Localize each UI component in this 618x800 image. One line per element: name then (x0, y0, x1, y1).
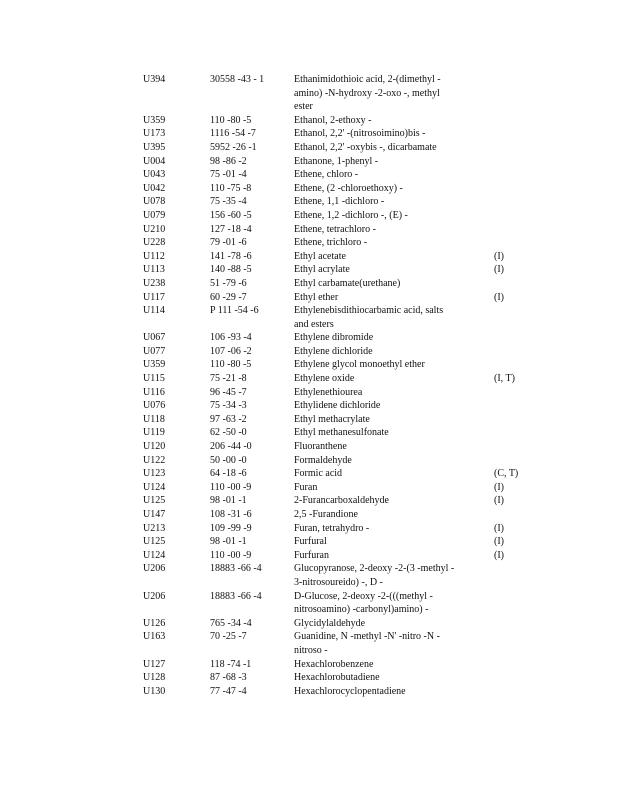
waste-code: U173 (143, 128, 166, 140)
waste-code: U147 (143, 509, 166, 520)
waste-code: U124 (143, 481, 166, 493)
substance-name: Ethyl carbamate(urethane) (294, 277, 401, 289)
waste-code: U123 (143, 468, 166, 480)
substance-name: Ethanol, 2-ethoxy - (294, 114, 372, 126)
table-row (143, 209, 543, 223)
cas-number: 98 -01 -1 (210, 495, 247, 507)
table-row (143, 345, 543, 359)
substance-name: 2,5 -Furandione (294, 509, 358, 520)
cas-number: 140 -88 -5 (210, 264, 252, 276)
table-row (143, 182, 543, 196)
table-row (143, 590, 543, 617)
waste-code: U079 (143, 209, 166, 221)
cas-number: 765 -34 -4 (210, 617, 252, 629)
substance-name: Ethene, tetrachloro - (294, 223, 376, 235)
waste-code: U120 (143, 441, 166, 453)
table-row (143, 440, 543, 454)
waste-code: U114 (143, 305, 165, 317)
waste-code: U206 (143, 563, 166, 575)
table-row (143, 617, 543, 631)
waste-code: U359 (143, 359, 166, 371)
substance-name: Formic acid (294, 468, 343, 480)
hazard-code: (I) (494, 536, 504, 548)
substance-name: Ethyl methacrylate (294, 413, 370, 425)
table-row (143, 630, 543, 657)
waste-code: U163 (143, 631, 166, 643)
waste-code: U210 (143, 223, 166, 235)
substance-name: Glucopyranose, 2-deoxy -2-(3 -methyl - 3-nitrosoureido) -, D - (294, 563, 455, 588)
substance-name: Furfuran (294, 549, 329, 561)
substance-name: Furfural (294, 536, 327, 548)
substance-name: Ethanone, 1-phenyl - (294, 155, 379, 167)
waste-code: U395 (143, 141, 166, 153)
substance-name: Ethene, 1,2 -dichloro -, (E) - (294, 209, 408, 221)
cas-number: 110 -75 -8 (210, 182, 252, 194)
waste-code: U118 (143, 413, 165, 425)
table-row (143, 562, 543, 589)
cas-number: 110 -00 -9 (210, 549, 252, 561)
substance-name: Furan, tetrahydro - (294, 522, 370, 534)
table-row (143, 155, 543, 169)
cas-number: 110 -80 -5 (210, 114, 252, 126)
waste-code: U076 (143, 400, 166, 412)
cas-number: 107 -06 -2 (210, 345, 252, 357)
waste-code: U112 (143, 250, 165, 262)
cas-number: 109 -99 -9 (210, 522, 252, 534)
waste-code: U128 (143, 672, 166, 684)
cas-number: 97 -63 -2 (210, 413, 247, 425)
substance-name: Ethyl ether (294, 291, 339, 303)
table-row (143, 671, 543, 685)
cas-number: 60 -29 -7 (210, 291, 247, 303)
waste-code: U206 (143, 590, 166, 602)
waste-code: U228 (143, 237, 166, 249)
waste-code-table (143, 73, 543, 698)
table-row (143, 277, 543, 291)
waste-code: U125 (143, 536, 166, 548)
cas-number: 1116 -54 -7 (210, 128, 256, 140)
substance-name: Ethylenebisdithiocarbamic acid, salts and esters (294, 305, 444, 330)
cas-number: 64 -18 -6 (210, 468, 247, 480)
substance-name: Ethylenethiourea (294, 386, 363, 398)
cas-number: 98 -01 -1 (210, 536, 247, 548)
hazard-code: (I) (494, 250, 504, 262)
table-row (143, 331, 543, 345)
substance-name: 2-Furancarboxaldehyde (294, 495, 389, 507)
cas-number: 62 -50 -0 (210, 427, 247, 439)
cas-number: 106 -93 -4 (210, 332, 252, 344)
table-row (143, 127, 543, 141)
hazard-code: (I) (494, 549, 504, 561)
substance-name: Ethyl methanesulfonate (294, 427, 389, 439)
waste-code: U004 (143, 155, 166, 167)
table-row (143, 508, 543, 522)
substance-name: Ethene, chloro - (294, 169, 359, 181)
cas-number: 51 -79 -6 (210, 277, 247, 289)
cas-number: 79 -01 -6 (210, 237, 247, 249)
hazard-code: (I) (494, 522, 504, 534)
waste-code: U115 (143, 373, 165, 385)
table-row (143, 291, 543, 305)
table-row (143, 522, 543, 536)
table-row (143, 386, 543, 400)
table-row (143, 358, 543, 372)
cas-number: 96 -45 -7 (210, 386, 247, 398)
substance-name: Ethene, 1,1 -dichloro - (294, 196, 385, 208)
table-row (143, 236, 543, 250)
cas-number: 127 -18 -4 (210, 223, 252, 235)
cas-number: 87 -68 -3 (210, 672, 247, 684)
substance-name: Hexachlorocyclopentadiene (294, 685, 406, 697)
table-row (143, 549, 543, 563)
cas-number: 18883 -66 -4 (210, 563, 262, 575)
substance-name: Ethene, (2 -chloroethoxy) - (294, 182, 403, 194)
table-row (143, 413, 543, 427)
waste-code: U130 (143, 685, 166, 697)
cas-number: 75 -21 -8 (210, 373, 247, 385)
table-row (143, 195, 543, 209)
waste-code: U078 (143, 196, 166, 208)
substance-name: Ethanimidothioic acid, 2-(dimethyl - amino) -N-hydroxy -2-oxo -, methyl ester (294, 74, 441, 113)
hazard-code: (I) (494, 495, 504, 507)
table-row (143, 467, 543, 481)
waste-code: U122 (143, 454, 166, 466)
cas-number: 110 -00 -9 (210, 481, 252, 493)
cas-number: 77 -47 -4 (210, 685, 247, 697)
substance-name: Ethylene dibromide (294, 332, 374, 344)
table-row (143, 304, 543, 331)
waste-code: U394 (143, 74, 166, 85)
cas-number: 75 -35 -4 (210, 196, 247, 208)
cas-number: 156 -60 -5 (210, 209, 252, 221)
table-row (143, 426, 543, 440)
table-row (143, 535, 543, 549)
table-row (143, 73, 543, 114)
hazard-code: (I, T) (494, 373, 515, 385)
substance-name: Glycidylaldehyde (294, 617, 366, 629)
substance-name: Ethylene glycol monoethyl ether (294, 359, 425, 371)
waste-code: U124 (143, 549, 166, 561)
substance-name: Hexachlorobenzene (294, 658, 374, 670)
cas-number: 118 -74 -1 (210, 658, 252, 670)
hazard-code: (I) (494, 291, 504, 303)
substance-name: Fluoranthene (294, 441, 347, 453)
cas-number: 30558 -43 - 1 (210, 74, 265, 85)
substance-name: Ethanol, 2,2' -oxybis -, dicarbamate (294, 141, 437, 153)
table-row (143, 223, 543, 237)
table-row (143, 263, 543, 277)
waste-code: U125 (143, 495, 166, 507)
table-row (143, 141, 543, 155)
substance-name: Ethene, trichloro - (294, 237, 368, 249)
substance-name: Ethanol, 2,2' -(nitrosoimino)bis - (294, 128, 426, 140)
cas-number: 70 -25 -7 (210, 631, 247, 643)
waste-code: U042 (143, 182, 166, 194)
substance-name: Ethylidene dichloride (294, 400, 381, 412)
waste-code: U238 (143, 277, 166, 289)
substance-name: Ethyl acetate (294, 250, 346, 262)
cas-number: 98 -86 -2 (210, 155, 247, 167)
substance-name: Guanidine, N -methyl -N' -nitro -N - nitroso - (294, 631, 440, 656)
table-row (143, 114, 543, 128)
waste-code: U117 (143, 291, 165, 303)
cas-number: P 111 -54 -6 (210, 305, 259, 317)
cas-number: 206 -44 -0 (210, 441, 252, 453)
table-row (143, 658, 543, 672)
hazard-code: (I) (494, 481, 504, 493)
cas-number: 18883 -66 -4 (210, 590, 262, 602)
hazard-code: (C, T) (494, 468, 519, 480)
table-row (143, 685, 543, 699)
cas-number: 141 -78 -6 (210, 250, 252, 262)
waste-code: U077 (143, 345, 166, 357)
cas-number: 50 -00 -0 (210, 454, 247, 466)
waste-code: U043 (143, 169, 166, 181)
waste-code: U116 (143, 386, 165, 398)
table-row (143, 372, 543, 386)
cas-number: 110 -80 -5 (210, 359, 252, 371)
table-row (143, 399, 543, 413)
substance-name: Ethyl acrylate (294, 264, 350, 276)
substance-name: Ethylene dichloride (294, 345, 373, 357)
substance-name: Ethylene oxide (294, 373, 355, 385)
cas-number: 75 -34 -3 (210, 400, 247, 412)
table-row (143, 494, 543, 508)
cas-number: 5952 -26 -1 (210, 141, 257, 153)
substance-name: D-Glucose, 2-deoxy -2-(((methyl - nitrosoamino) -carbonyl)amino) - (294, 590, 433, 616)
substance-name: Formaldehyde (294, 454, 352, 466)
waste-code: U213 (143, 522, 166, 534)
substance-name: Furan (294, 481, 318, 493)
hazard-code: (I) (494, 264, 504, 276)
cas-number: 75 -01 -4 (210, 169, 247, 181)
table-row (143, 250, 543, 264)
substance-name: Hexachlorobutadiene (294, 672, 380, 684)
table-row (143, 168, 543, 182)
table-row (143, 481, 543, 495)
waste-code: U127 (143, 658, 166, 670)
waste-code: U359 (143, 114, 166, 126)
waste-code: U113 (143, 264, 165, 276)
waste-code: U067 (143, 332, 166, 344)
waste-code: U126 (143, 617, 166, 629)
table-row (143, 454, 543, 468)
waste-code: U119 (143, 427, 165, 439)
cas-number: 108 -31 -6 (210, 509, 252, 520)
